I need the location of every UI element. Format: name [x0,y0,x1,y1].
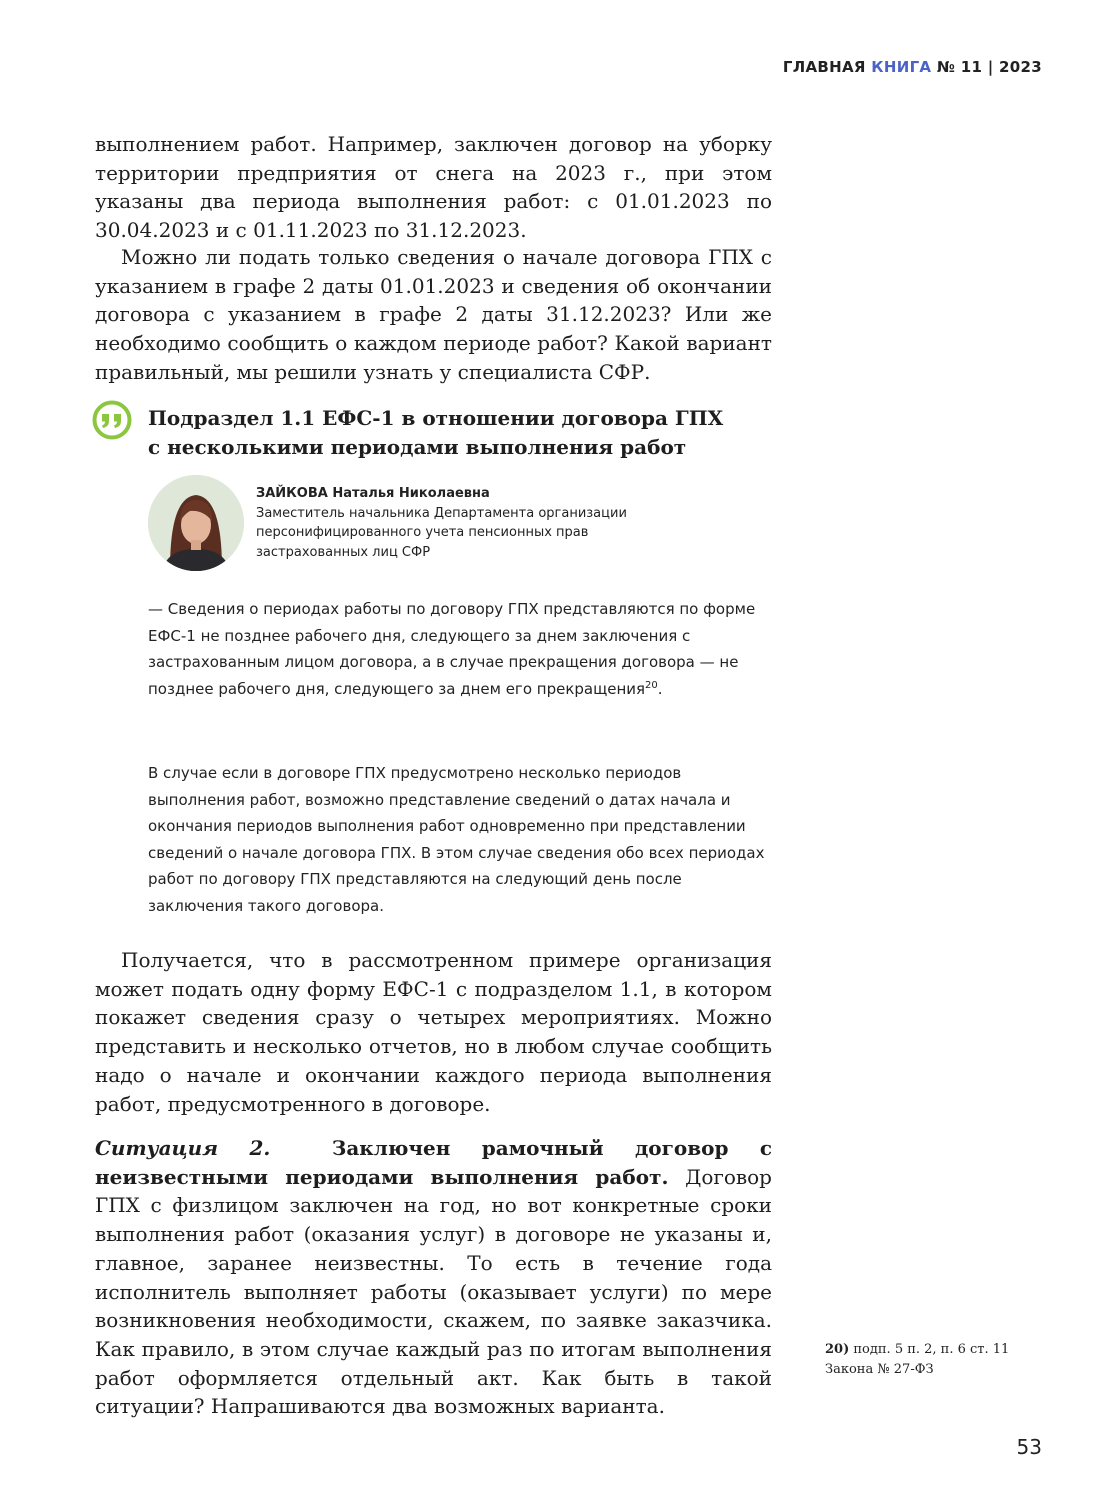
paragraph-question: Можно ли подать только сведения о начале договора ГПХ с указанием в графе 2 даты 01.01.2023 и сведения об окончании договора с указанием в графе 2 даты 31.12.2023? Или же необходимо сообщить о каждом периоде работ? Какой вариант правильный, мы решили узнать у специалиста СФР. [95,245,772,384]
quote-marks-icon [92,400,132,440]
footnote-mark: 20) [825,1342,850,1357]
magazine-brand-accent: КНИГА [871,58,932,76]
situation-2 [95,1134,772,1421]
expert-info [256,484,676,562]
footnote-text-line1: подп. 5 п. 2, п. 6 ст. 11 [853,1342,1010,1357]
expert-answer-1-end: . [657,679,663,698]
situation-text: Договор ГПХ с физлицом заключен на год, но вот конкретные сроки выполнения работ (оказания услуг) в договоре не указаны и, главное, заранее неизвестны. То есть в течение года исполнитель выполняет работы (оказывает услуги) по мере возникновения необходимости, скажем, по заявке заказчика. Как правило, в этом случае каждый раз по итогам выполнения работ оформляется отдельный акт. Как быть в такой ситуации? Напрашиваются два возможных варианта. [95,1164,772,1419]
situation-label: Ситуация 2. [95,1136,271,1160]
expert-answer-1 [148,596,778,702]
expert-answer-1-text: — Сведения о периодах работы по договору ГПХ представляются по форме ЕФС-1 не позднее рабочего дня, следующего за днем заключения с застрахованным лицом договора, а в случае прекращения договора — не позднее рабочего дня, следующего за днем его прекращения [148,600,756,698]
quote-title-line2: с несколькими периодами выполнения работ [148,435,687,459]
magazine-brand: ГЛАВНАЯ [782,58,866,76]
paragraph-intro: выполнением работ. Например, заключен договор на уборку территории предприятия от снега на 2023 г., при этом указаны два периода выполнения работ: с 01.01.2023 по 30.04.2023 и с 01.11.2023 по 31.12.2023. [95,132,772,243]
footnote-text-line2: Закона № 27-ФЗ [825,1362,934,1377]
quote-title-line1: Подраздел 1.1 ЕФС-1 в отношении договора ГПХ [148,406,724,430]
expert-position: Заместитель начальника Департамента организации персонифицированного учета пенсионных прав застрахованных лиц СФР [256,505,627,560]
quote-title [148,404,768,462]
situation-heading: Заключен рамочный договор с неизвестными периодами выполнения работ. [95,1136,773,1189]
running-header [783,58,1042,76]
paragraph-conclusion: Получается, что в рассмотренном примере организация может подать одну форму ЕФС-1 с подразделом 1.1, в котором покажет сведения сразу о четырех мероприятиях. Можно представить и несколько отчетов, но в любом случае сообщить надо о начале и окончании каждого периода выполнения работ, предусмотренного в договоре. [95,948,772,1116]
expert-photo-icon [148,475,244,571]
page-number: 53 [1016,1435,1042,1459]
footnote [825,1340,1025,1380]
expert-answer-2: В случае если в договоре ГПХ предусмотрено несколько периодов выполнения работ, возможно представление сведений о датах начала и окончания периодов выполнения работ одновременно при представлении сведений о начале договора ГПХ. В этом случае сведения обо всех периодах работ по договору ГПХ представляются на следующий день после заключения такого договора. [148,764,765,915]
issue-number: № 11 | 2023 [936,58,1042,76]
expert-name: ЗАЙКОВА Наталья Николаевна [256,486,490,501]
expert-avatar [148,475,244,571]
footnote-reference: 20 [645,679,658,691]
